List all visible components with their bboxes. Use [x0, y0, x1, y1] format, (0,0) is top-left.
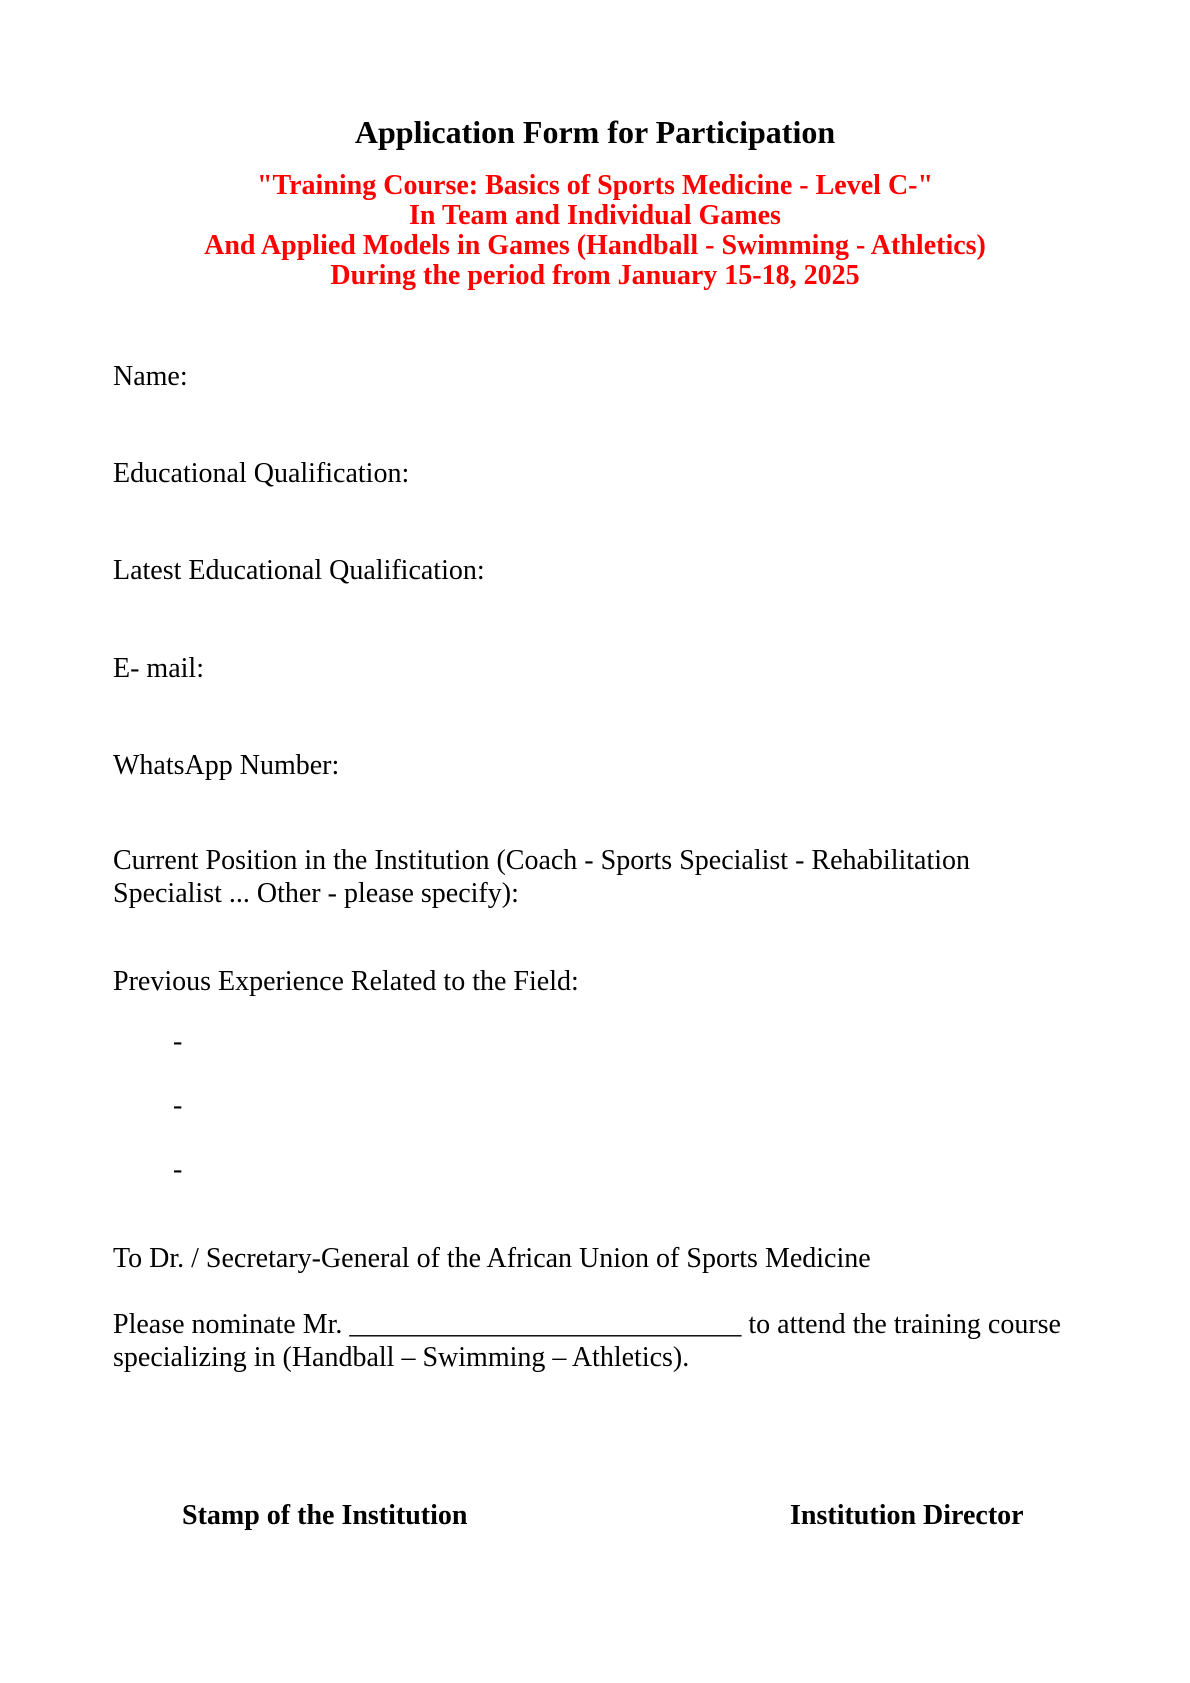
page-title: Application Form for Participation	[354, 114, 836, 150]
signature-row	[0, 1499, 1190, 1539]
field-label-email: E- mail:	[113, 653, 204, 684]
subtitle-line-period: During the period from January 15-18, 2025	[330, 260, 860, 291]
subtitle-line-applied-models: And Applied Models in Games (Handball - Swimming - Athletics)	[204, 230, 986, 261]
field-label-educational-qualification: Educational Qualification:	[113, 458, 410, 489]
field-label-whatsapp-number: WhatsApp Number:	[113, 750, 340, 781]
stamp-of-institution-label: Stamp of the Institution	[182, 1500, 468, 1531]
field-label-name: Name:	[113, 361, 188, 392]
field-label-latest-educational-qualification: Latest Educational Qualification:	[113, 555, 485, 586]
subtitle-line-games: In Team and Individual Games	[409, 200, 781, 231]
subtitle-line-course-name: "Training Course: Basics of Sports Medicine - Level C-"	[256, 170, 934, 201]
field-label-current-position: Current Position in the Institution (Coach - Sports Specialist - Rehabilitation Specialist ... Other - please specify):	[113, 845, 971, 909]
institution-director-label: Institution Director	[790, 1500, 1024, 1531]
experience-bullet-3: -	[173, 1154, 183, 1185]
course-subtitle-block	[113, 171, 1077, 291]
experience-bullet-2: -	[173, 1090, 183, 1121]
experience-bullet-1: -	[173, 1026, 183, 1057]
field-label-previous-experience: Previous Experience Related to the Field:	[113, 966, 579, 997]
recipient-line: To Dr. / Secretary-General of the African Union of Sports Medicine	[113, 1243, 871, 1274]
nomination-paragraph: Please nominate Mr. ____________________________ to attend the training course specializing in (Handball – Swimming – Athletics).	[113, 1309, 1061, 1373]
